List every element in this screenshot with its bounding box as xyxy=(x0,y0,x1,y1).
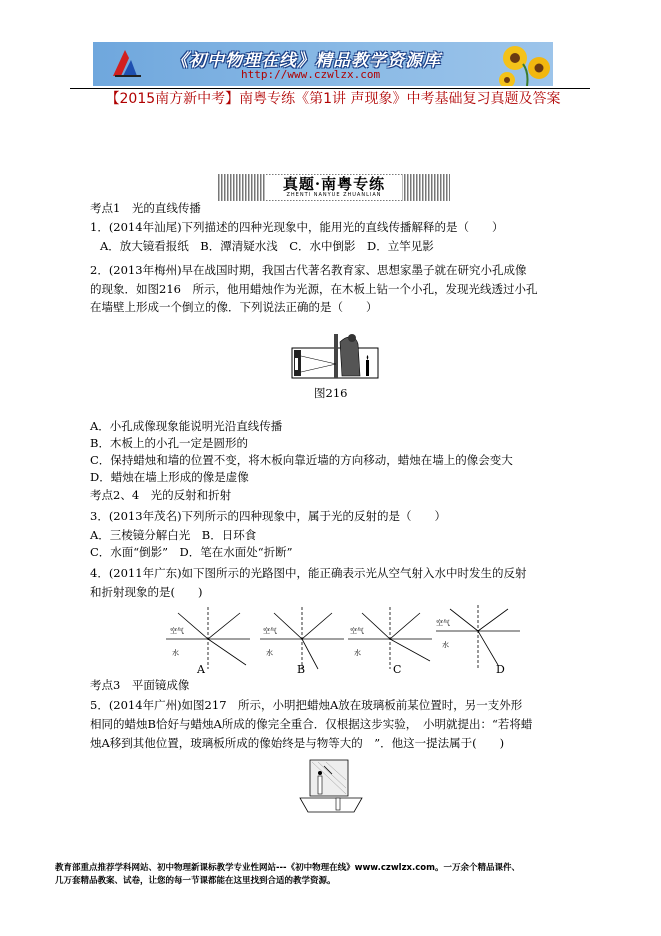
question-3-options-ab: A．三棱镜分解白光 B．日环食 xyxy=(90,528,257,542)
light-diagram-c xyxy=(348,607,432,669)
topic-heading-2: 考点2、4 光的反射和折射 xyxy=(90,488,232,502)
question-2-line-1: 2．(2013年梅州)早在战国时期，我国古代著名教育家、思想家墨子就在研究小孔成像 xyxy=(90,263,527,277)
question-2-option-a: A．小孔成像现象能说明光沿直线传播 xyxy=(90,419,283,433)
light-diagram-c-air-label: 空气 xyxy=(350,627,364,635)
document-title: 【2015南方新中考】南粤专练《第1讲 声现象》中考基础复习真题及答案 xyxy=(105,91,561,107)
question-2-option-d: D．蜡烛在墙上形成的像是虚像 xyxy=(90,470,249,484)
light-diagram-a xyxy=(166,607,250,669)
question-1: 1．(2014年汕尾)下列描述的四种光现象中，能用光的直线传播解释的是（ ） xyxy=(90,220,504,234)
header-banner xyxy=(93,42,553,86)
banner-title: 《初中物理在线》精品教学资源库 xyxy=(171,51,441,71)
banner-url[interactable]: http://www.czwlzx.com xyxy=(241,68,381,81)
pinhole-camera-figure xyxy=(290,330,380,380)
question-1-options: A．放大镜看报纸 B．潭清疑水浅 C．水中倒影 D．立竿见影 xyxy=(100,239,434,253)
question-2-option-c: C．保持蜡烛和墙的位置不变，将木板向靠近墙的方向移动，蜡烛在墙上的像会变大 xyxy=(90,453,513,467)
sunflower-icon xyxy=(493,42,553,86)
light-diagram-b xyxy=(260,607,344,669)
light-diagram-c-label: C xyxy=(393,663,402,675)
question-5-line-3: 烛A移到其他位置，玻璃板所成的像始终是与物等大的 ”．他这一提法属于( ) xyxy=(90,736,505,750)
question-2-line-2: 的现象．如图216 所示，他用蜡烛作为光源，在木板上钻一个小孔，发现光线透过小孔 xyxy=(90,282,538,296)
question-5-line-1: 5．(2014年广州)如图217 所示，小明把蜡烛A放在玻璃板前某位置时，另一支外形 xyxy=(90,698,523,712)
question-4-line-1: 4．(2011年广东)如下图所示的光路图中，能正确表示光从空气射入水中时发生的反射 xyxy=(90,566,527,580)
light-diagram-b-air-label: 空气 xyxy=(263,627,277,635)
plane-mirror-figure xyxy=(296,756,366,816)
question-3-options-cd: C．水面“倒影” D．笔在水面处“折断” xyxy=(90,545,293,559)
section-banner xyxy=(218,174,450,201)
section-pinyin: ZHENTI NANYUE ZHUANLIAN xyxy=(286,192,382,198)
light-diagram-a-water-label: 水 xyxy=(172,649,179,657)
light-diagram-d-air-label: 空气 xyxy=(436,619,450,627)
question-4-line-2: 和折射现象的是( ) xyxy=(90,585,203,599)
topic-heading-1: 考点1 光的直线传播 xyxy=(90,201,201,215)
light-diagram-b-label: B xyxy=(297,663,306,675)
light-diagram-d-label: D xyxy=(496,663,505,675)
footer-line-1: 教育部重点推荐学科网站、初中物理新课标教学专业性网站---《初中物理在线》www.czwlzx.com。一万余个精品课件、 xyxy=(55,863,520,873)
light-diagram-c-water-label: 水 xyxy=(354,649,361,657)
light-diagram-a-label: A xyxy=(197,663,205,675)
question-2-option-b: B．木板上的小孔一定是圆形的 xyxy=(90,436,248,450)
footer-line-2: 几万套精品教案、试卷，让您的每一节课都能在这里找到合适的教学资源。 xyxy=(55,876,336,886)
light-diagram-a-air-label: 空气 xyxy=(170,627,184,635)
topic-heading-3: 考点3 平面镜成像 xyxy=(90,678,190,692)
page-footer xyxy=(55,862,635,888)
light-diagram-d-water-label: 水 xyxy=(442,641,449,649)
question-2-line-3: 在墙壁上形成一个倒立的像．下列说法正确的是（ ） xyxy=(90,300,378,314)
question-5-line-2: 相同的蜡烛B恰好与蜡烛A所成的像完全重合．仅根据这步实验， 小明就提出：“若将蜡 xyxy=(90,717,533,731)
figure-216-caption: 图216 xyxy=(314,386,348,400)
section-title: 真题·南粤专练 xyxy=(282,175,386,193)
question-3: 3．(2013年茂名)下列所示的四种现象中，属于光的反射的是（ ） xyxy=(90,509,447,523)
header-rule xyxy=(70,88,590,89)
light-diagram-d xyxy=(436,605,520,669)
site-logo-icon xyxy=(111,48,145,78)
light-path-diagrams xyxy=(160,603,540,675)
light-diagram-b-water-label: 水 xyxy=(266,649,273,657)
